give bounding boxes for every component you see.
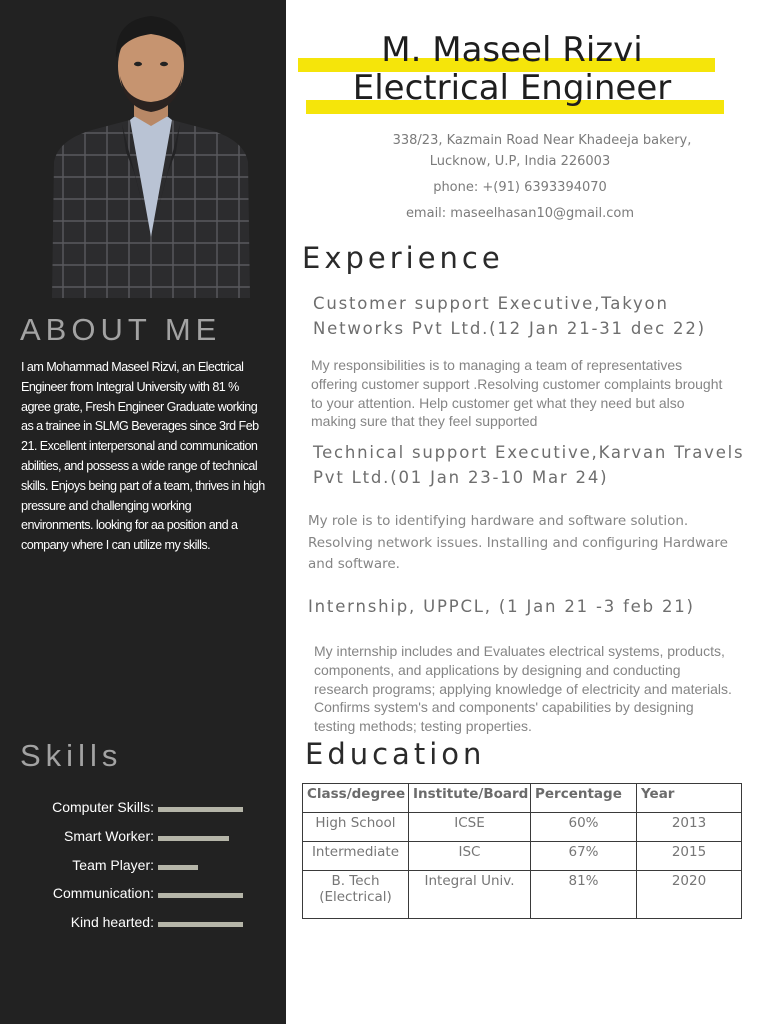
- experience-heading: Experience: [302, 241, 504, 275]
- skill-row: [0, 828, 286, 848]
- table-row: [303, 813, 742, 842]
- table-cell: 81%: [531, 871, 637, 919]
- profile-photo: [52, 12, 250, 298]
- about-me-text: I am Mohammad Maseel Rizvi, an Electrical Engineer from Integral University with 81 % agree grate, Fresh Engineer Graduate working as a trainee in SLMG Beverages since 3rd Feb 21. Excellent interpersonal and communication abilities, and possess a wide range of technical skills. Enjoys being part of a team, thrives in high pressure and challenging working environments. looking for aa position and a company where I can utilize my skills.: [21, 360, 265, 553]
- skill-row: [0, 857, 286, 877]
- skill-label: Computer Skills:: [52, 799, 154, 815]
- table-row: [303, 871, 742, 919]
- table-cell: 67%: [531, 842, 637, 871]
- about-me-heading: ABOUT ME: [20, 312, 222, 347]
- table-header-row: [303, 784, 742, 813]
- phone-text: phone: +(91) 6393394070: [433, 180, 607, 195]
- job-title-heading: Electrical Engineer: [352, 68, 672, 108]
- table-cell: Intermediate: [303, 842, 409, 871]
- skills-heading: Skills: [20, 738, 123, 773]
- table-cell: 60%: [531, 813, 637, 842]
- table-cell: High School: [303, 813, 409, 842]
- skill-row: [0, 799, 286, 819]
- skill-level-bar: [158, 865, 198, 870]
- job-description: My responsibilities is to managing a team of representatives offering customer support .Resolving customer complaints brought to your attention. Help customer get what they need but also making sure that they feel supported: [311, 357, 723, 430]
- education-table: [302, 783, 742, 919]
- table-cell: 2013: [637, 813, 742, 842]
- skill-label: Communication:: [52, 885, 154, 901]
- column-header: Year: [637, 784, 742, 813]
- skill-label: Kind hearted:: [70, 914, 154, 930]
- table-cell: ISC: [409, 842, 531, 871]
- skill-row: [0, 885, 286, 905]
- skill-level-bar: [158, 893, 243, 898]
- job-title: Technical support Executive,Karvan Travels Pvt Ltd.(01 Jan 23-10 Mar 24): [313, 443, 745, 487]
- skill-level-bar: [158, 922, 243, 927]
- table-cell: 2020: [637, 871, 742, 919]
- job-title: Customer support Executive,Takyon Networks Pvt Ltd.(12 Jan 21-31 dec 22): [313, 294, 706, 338]
- column-header: Institute/Board: [409, 784, 531, 813]
- table-cell: Integral Univ.: [409, 871, 531, 919]
- address-line: Lucknow, U.P, India 226003: [429, 154, 611, 169]
- job-description: My role is to identifying hardware and software solution. Resolving network issues. Installing and configuring Hardware and software.: [308, 513, 728, 572]
- job-title: Internship, UPPCL, (1 Jan 21 -3 feb 21): [308, 597, 695, 616]
- skill-label: Smart Worker:: [64, 828, 154, 844]
- skill-row: [0, 914, 286, 934]
- person-name: M. Maseel Rizvi: [381, 30, 643, 70]
- table-cell: 2015: [637, 842, 742, 871]
- table-cell: ICSE: [409, 813, 531, 842]
- job-description: My internship includes and Evaluates electrical systems, products, components, and applications by designing and conducting research programs; applying knowledge of electricity and materials. Confirms system's and components' capabilities by designing testing methods; testing properties.: [314, 643, 732, 735]
- table-cell: B. Tech (Electrical): [303, 871, 409, 919]
- skill-level-bar: [158, 836, 229, 841]
- column-header: Class/degree: [303, 784, 409, 813]
- address-line: 338/23, Kazmain Road Near Khadeeja bakery,: [392, 133, 692, 148]
- table-row: [303, 842, 742, 871]
- education-heading: Education: [305, 737, 486, 771]
- skill-label: Team Player:: [72, 857, 154, 873]
- skill-level-bar: [158, 807, 243, 812]
- email-text: email: maseelhasan10@gmail.com: [405, 206, 635, 221]
- sidebar: [0, 0, 286, 1024]
- column-header: Percentage: [531, 784, 637, 813]
